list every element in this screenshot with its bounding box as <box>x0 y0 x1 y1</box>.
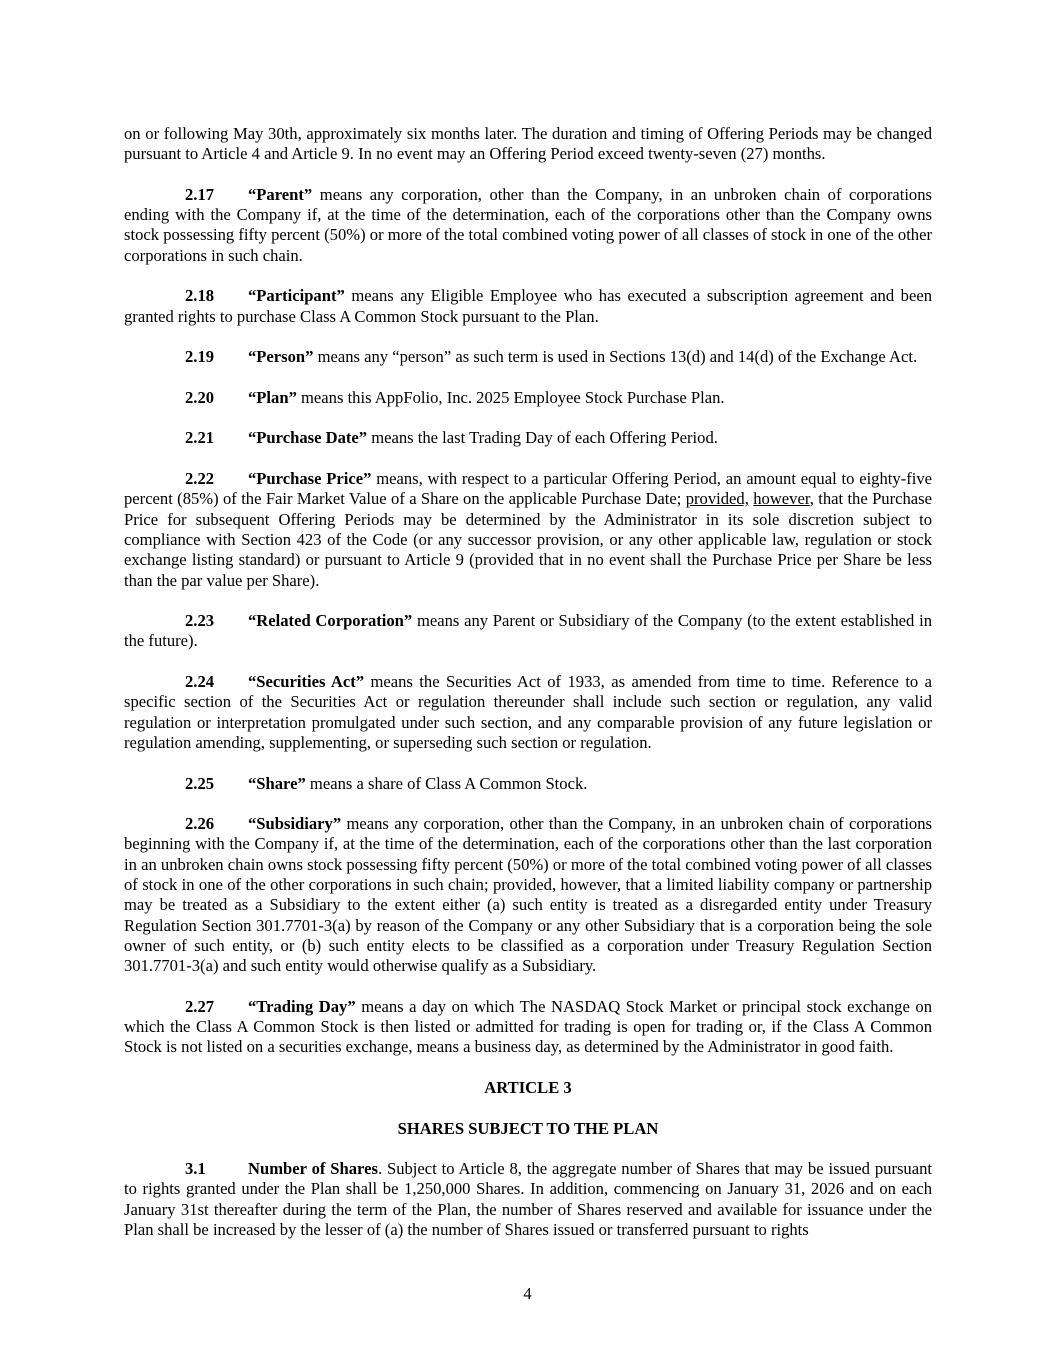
text-run: “Participant” <box>248 286 345 306</box>
section-number: 2.27 <box>185 996 215 1016</box>
text-run: means a share of Class A Common Stock. <box>305 773 588 793</box>
text-run: “Purchase Date” <box>248 428 368 448</box>
paragraph <box>124 469 932 591</box>
section-number: 2.23 <box>185 611 215 631</box>
text-run: means any corporation, other than the Company, in an unbroken chain of corporations ending with the Company if, at the time of the determination, each of the corporations other than the Company owns stock possessing fifty percent (50%) or more of the total combined voting power of all classes of stock in one of the other corporations in such chain. <box>124 184 932 265</box>
text-run: on or following May 30th, approximately six months later. The duration and timing of Offering Periods may be changed pursuant to Article 4 and Article 9. In no event may an Offering Period exceed twenty-seven (27) months. <box>124 124 932 164</box>
text-run: means any Eligible Employee who has executed a subscription agreement and been granted rights to purchase Class A Common Stock pursuant to the Plan. <box>124 286 932 326</box>
text-run: “Trading Day” <box>248 996 356 1016</box>
paragraph <box>124 672 932 753</box>
article-heading <box>124 1078 932 1098</box>
paragraph <box>124 814 932 976</box>
section-number: 2.18 <box>185 286 215 306</box>
text-run: means the Securities Act of 1933, as amended from time to time. Reference to a specific section of the Securities Act or regulation thereunder shall include such section or regulation, any valid regulation or interpretation promulgated under such section, and any comparable provision of any future legislation or regulation amending, supplementing, or superseding such section or regulation. <box>124 672 933 752</box>
text-run: means this AppFolio, Inc. 2025 Employee Stock Purchase Plan. <box>296 387 725 407</box>
page-number: 4 <box>523 1284 532 1303</box>
paragraph <box>124 1159 932 1240</box>
section-number: 2.25 <box>185 773 215 793</box>
text-run: “Purchase Price” <box>248 469 372 489</box>
text-run: “Plan” <box>248 387 297 407</box>
paragraph <box>124 185 932 266</box>
text-run: “Securities Act” <box>248 672 365 692</box>
section-number: 2.21 <box>185 428 215 448</box>
text-run: , that the Purchase Price for subsequent Offering Periods may be determined by the Administrator in its sole discretion subject to compliance with Section 423 of the Code (or any successor provision, or any other applicable law, regulation or stock exchange listing standard) or pursuant to Article 9 (provided that in no event shall the Purchase Price per Share be less than the par value per Share). <box>124 489 932 590</box>
section-number: 2.22 <box>185 469 215 489</box>
text-run: ARTICLE 3 <box>484 1077 572 1097</box>
document-body <box>124 124 932 1261</box>
section-number: 3.1 <box>185 1159 206 1179</box>
text-run: means the last Trading Day of each Offering Period. <box>367 428 718 448</box>
section-number: 2.24 <box>185 672 215 692</box>
text-run: “Share” <box>248 773 306 793</box>
paragraph <box>124 388 932 408</box>
text-run: means any “person” as such term is used in Sections 13(d) and 14(d) of the Exchange Act. <box>313 347 918 367</box>
text-run: “Related Corporation” <box>248 611 413 631</box>
text-run: means a day on which The NASDAQ Stock Market or principal stock exchange on which the Class A Common Stock is then listed or admitted for trading is open for trading or, if the Class A Common Stock is not listed on a securities exchange, means a business day, as determined by the Administrator in good faith. <box>124 996 933 1057</box>
text-run: “Person” <box>248 347 314 367</box>
paragraph <box>124 347 932 367</box>
paragraph <box>124 286 932 327</box>
section-number: 2.26 <box>185 814 215 834</box>
text-run: . Subject to Article 8, the aggregate number of Shares that may be issued pursuant to rights granted under the Plan shall be 1,250,000 Shares. In addition, commencing on January 31, 2026 and on each January 31st thereafter during the term of the Plan, the number of Shares reserved and available for issuance under the Plan shall be increased by the lesser of (a) the number of Shares issued or transferred pursuant to rights <box>124 1159 932 1240</box>
text-run: “Subsidiary” <box>248 814 342 834</box>
text-run: means any corporation, other than the Company, in an unbroken chain of corporations beginning with the Company if, at the time of the determination, each of the corporations other than the last corporation in an unbroken chain owns stock possessing fifty percent (50%) or more of the total combined voting power of all classes of stock in one of the other corporations in such chain; provided, however, that a limited liability company or partnership may be treated as a Subsidiary to the extent either (a) such entity is treated as a disregarded entity under Treasury Regulation Section 301.7701-3(a) by reason of the Company or any other Subsidiary that is a corporation being the sole owner of such entity, or (b) such entity elects to be classified as a corporation under Treasury Regulation Section 301.7701-3(a) and such entity would otherwise qualify as a Subsidiary. <box>124 814 932 976</box>
paragraph <box>124 997 932 1058</box>
paragraph <box>124 611 932 652</box>
section-number: 2.17 <box>185 184 215 204</box>
section-number: 2.20 <box>185 387 215 407</box>
text-run: “Parent” <box>248 184 313 204</box>
text-run: however <box>753 489 810 509</box>
paragraph <box>124 774 932 794</box>
text-run: provided, <box>685 489 749 509</box>
text-run: means any Parent or Subsidiary of the Company (to the extent established in the future). <box>124 611 932 651</box>
article-heading <box>124 1119 932 1139</box>
text-run: SHARES SUBJECT TO THE PLAN <box>397 1118 659 1138</box>
paragraph <box>124 124 932 165</box>
text-run: means, with respect to a particular Offering Period, an amount equal to eighty-five percent (85%) of the Fair Market Value of a Share on the applicable Purchase Date; <box>124 469 932 509</box>
section-number: 2.19 <box>185 347 215 367</box>
paragraph <box>124 428 932 448</box>
text-run: Number of Shares <box>248 1159 378 1179</box>
